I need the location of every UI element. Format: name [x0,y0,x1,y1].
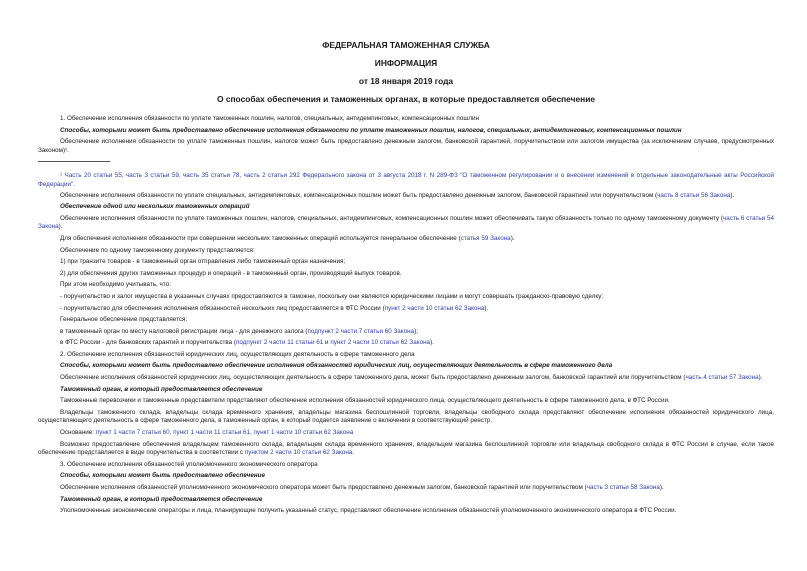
footnote [38,172,774,189]
subheading-ways: Способы, которыми может быть предоставлено обеспечение [60,472,266,480]
section-1-heading: 1. Обеспечение исполнения обязанности по уплате таможенных пошлин, налогов, специальных, антидемпинговых, компенсационных пошлин [60,115,480,122]
paragraph: Для обеспечения исполнения обязанности при совершении нескольких таможенных операций используется генеральное обеспечение (статья 59 Закона). [60,234,515,242]
footnote-paragraph: ¹ Часть 20 статьи 55, часть 3 статьи 59, часть 35 статьи 78, часть 2 статьи 292 Федерального закона от 3 августа 2018 г. N 289-ФЗ "О таможенном регулировании и о внесении изменений в отдельные законодательные акты Российской Федерации". [38,172,774,188]
paragraph: Обеспечение исполнения обязанностей уполномоченного экономического оператора может быть предоставлено денежным залогом, банковской гарантией или поручительством (часть 3 статьи 58 Закона). [60,484,664,491]
section-2-subheading: Способы, которыми может быть предоставлено обеспечение исполнения обязанностей юридических лиц, осуществляющих деятельность в сфере таможенного дела [60,362,613,370]
paragraph: Обеспечение исполнения обязанности по уплате таможенных пошлин, налогов, специальных, антидемпинговых, компенсационных пошлин может обеспечивать такую обязанность только по одному таможенному документу (часть 6 статьи 54 Закона). [38,214,775,231]
doc-date: от 18 января 2019 года [358,76,454,86]
paragraph: Обеспечение исполнения обязанностей юридических лиц, осуществляющих деятельность в сфере таможенного дела, может быть предоставлено денежным залогом, банковской гарантией или поручительством (часть 4 статьи 57 Закона). [60,374,763,382]
paragraph: Обеспечение исполнения обязанности по уплате специальных, антидемпинговых, компенсационных пошлин может быть предоставлено денежным залогом, банковской гарантией или поручительством (часть 8 статьи 56 Закона). [60,191,735,199]
paragraph: в таможенный орган по месту налоговой регистрации лица - для денежного залога (подпункт 2 части 7 статьи 60 Закона); [60,327,418,335]
paragraph: Уполномоченные экономические операторы и лица, планирующие получить указанный статус, представляют обеспечение исполнения обязанностей уполномоченного экономического оператора в ФТС России. [60,507,677,515]
section-1-subheading: Способы, которыми может быть предоставлено обеспечение исполнения обязанности по уплате таможенных пошлин, налогов, специальных, антидемпинговых, компенсационных пошлин [60,126,682,134]
section-3-heading: 3. Обеспечение исполнения обязанностей уполномоченного экономического оператора [60,460,318,468]
document [38,40,774,519]
law-link[interactable]: подпункт 2 части 7 статьи 60 Закона [307,327,415,335]
footnote-link[interactable]: Часть 20 статьи 55, часть 3 статьи 59, часть 35 статьи 78, часть 2 статьи 292 Федерального закона от 3 августа 2018 г. N 289-ФЗ "О таможенном регулировании и о внесении изменений в отдельные законодательные акты Российской Федерации" [38,172,774,188]
paragraph: Обеспечение по одному таможенному документу представляется: [60,246,255,254]
paragraph: 1) при транзите товаров - в таможенный орган отправления либо таможенный орган назначения; [60,258,346,266]
paragraph: 2) для обеспечения других таможенных процедур и операций - в таможенный орган, производящий выпуск товаров. [60,269,402,277]
paragraph: Основание: пункт 1 части 7 статьи 60, пункт 1 части 11 статьи 61, пункт 1 части 10 статьи 62 Закона [60,429,354,437]
law-link[interactable]: часть 6 статьи 54 Закона [38,214,775,231]
paragraph: в ФТС России - для банковских гарантий и поручительства (подпункт 2 части 11 статьи 61 и пункт 2 части 10 статьи 62 Закона). [60,339,434,347]
paragraph: При этом необходимо учитывать, что: [60,281,171,289]
law-link[interactable]: пункт 1 части 7 статьи 60, пункт 1 части 11 статьи 61, пункт 1 части 10 статьи 62 Закона [95,429,354,437]
doc-title: О способах обеспечения и таможенных органах, в которые предоставляется обеспечение [217,94,595,104]
law-link[interactable]: часть 4 статьи 57 Закона [685,374,759,382]
footnote-divider [38,161,110,162]
law-link[interactable]: часть 3 статьи 58 Закона [586,484,660,491]
law-link[interactable]: пункт 2 части 10 статьи 62 Закона [330,339,431,347]
paragraph: Возможно предоставление обеспечения владельцем таможенного склада, владельцем склада временного хранения, владельцем магазина беспошлинной торговли или владельца свободного склада в ФТС России в случае, если такое обеспечение представляется в виде поручительства в соответствии с пунктом 2 части 10 статьи 62 Закона. [38,440,774,457]
section-2-heading: 2. Обеспечение исполнения обязанностей юридических лиц, осуществляющих деятельность в сфере таможенного дела [60,350,415,358]
law-link[interactable]: пунктом 2 части 10 статьи 62 Закона [244,449,353,457]
law-link[interactable]: подпункт 2 части 11 статьи 61 [235,339,324,347]
law-link[interactable]: часть 8 статьи 56 Закона [657,191,731,199]
paragraph: Генеральное обеспечение представляется: [60,316,188,324]
footnote-ref[interactable]: ¹ [60,172,63,180]
law-link[interactable]: статья 59 Закона [460,234,511,242]
paragraph: - поручительство для обеспечения исполнения обязанностей нескольких лиц предоставляется в ФТС России (пункт 2 части 10 статьи 62 Закона). [60,304,489,312]
doc-type-heading: ИНФОРМАЦИЯ [374,58,438,68]
section-1-text: Обеспечение исполнения обязанности по уплате таможенных пошлин, налогов может быть предоставлено денежным залогом, банковской гарантией, поручительством или залогом имущества (за исключением случаев, предусмотренных Законом)¹. [38,138,774,154]
law-link[interactable]: пункт 2 части 10 статьи 62 Закона [384,304,485,312]
agency-heading: ФЕДЕРАЛЬНАЯ ТАМОЖЕННАЯ СЛУЖБА [322,40,490,50]
paragraph: - поручительство и залог имущества в указанных случаях предоставляются в таможни, поскольку они являются юридическими лицами и могут совершать гражданско-правовую сделку; [60,292,604,300]
paragraph: Владельцы таможенного склада, владельцы склада временного хранения, владельцы магазина беспошлинной торговли, владельцы свободного склада представляют обеспечение исполнения обязанностей юридического лица, осуществляющего деятельность в сфере таможенного дела, в таможенный орган, в который подается заявление о включении в соответствующий реестр. [38,408,774,425]
subheading-one-or-more: Обеспечение одной или нескольких таможенных операций [60,203,250,211]
subheading-customs-organ-2: Таможенный орган, в который предоставляется обеспечение [60,495,263,503]
paragraph: Таможенные перевозчики и таможенные представители представляют обеспечение исполнения обязанностей юридического лица, осуществляющего деятельность в сфере таможенного дела, в ФТС России. [60,397,670,405]
subheading-customs-organ: Таможенный орган, в который предоставляется обеспечение [60,385,263,393]
